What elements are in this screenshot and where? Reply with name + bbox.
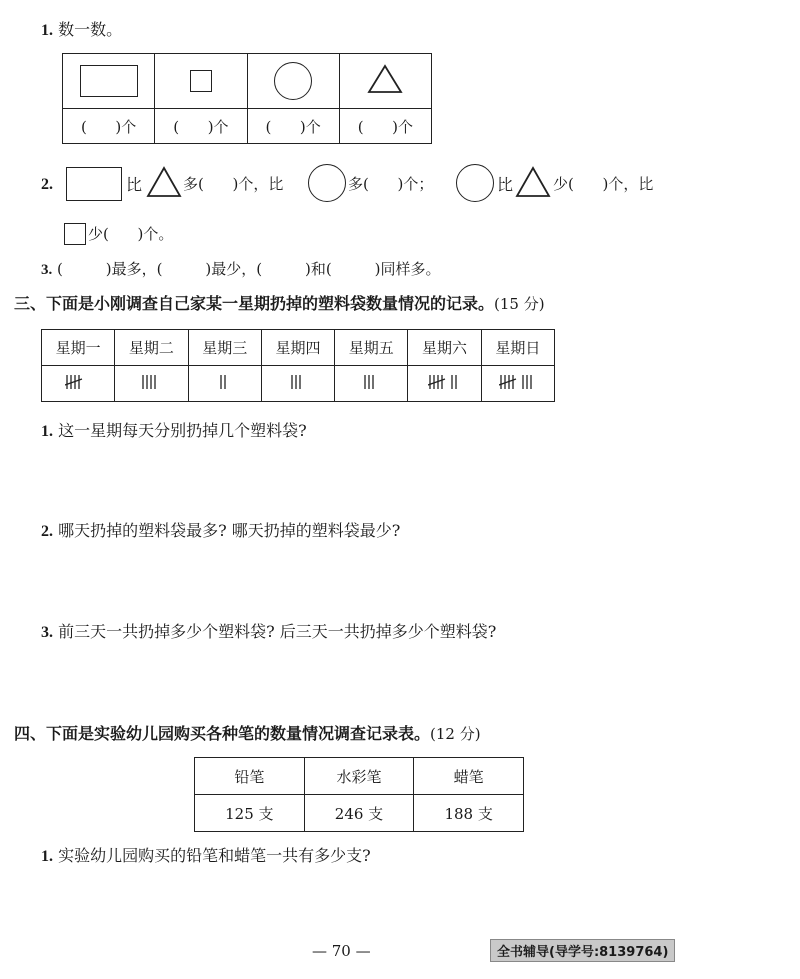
- tally-cell: [115, 366, 188, 402]
- pen-type-header: 蜡笔: [414, 758, 524, 795]
- part3-question: [41, 523, 400, 540]
- part3-points: (15 分): [494, 295, 545, 313]
- day-header: 星期二: [115, 330, 188, 366]
- day-header: 星期三: [188, 330, 261, 366]
- q2-text-1: 比: [126, 175, 143, 194]
- q1-text: 数一数。: [58, 20, 123, 39]
- blank-circle-count[interactable]: ( )个: [247, 109, 339, 144]
- square-icon: [64, 223, 86, 245]
- tally-cell: [188, 366, 261, 402]
- part3-question: [41, 423, 307, 440]
- question-number: 2.: [41, 523, 53, 540]
- q2-text-5: 少( )个，比: [553, 175, 654, 193]
- tally-marks: [290, 373, 306, 391]
- blank-square-count[interactable]: ( )个: [155, 109, 247, 144]
- part4-points: (12 分): [430, 725, 481, 743]
- q1-number: 1.: [41, 22, 53, 39]
- tally-marks: [65, 373, 91, 391]
- circle-icon: [456, 164, 494, 202]
- blank-triangle-count[interactable]: ( )个: [339, 109, 431, 144]
- part3-heading-text: 三、下面是小刚调查自己家某一星期扔掉的塑料袋数量情况的记录。: [14, 294, 495, 313]
- cell-square: [155, 54, 247, 109]
- circle-icon: [274, 62, 312, 100]
- q3-text: ( )最多，( )最少，( )和( )同样多。: [57, 260, 441, 278]
- pen-quantity-cell: 125 支: [195, 795, 305, 832]
- pen-purchase-table: [194, 757, 524, 832]
- q2-number: 2.: [41, 176, 53, 193]
- circle-icon: [308, 164, 346, 202]
- page-number: — 70 —: [312, 942, 371, 960]
- q2-text-2: 多( )个，比: [183, 175, 284, 193]
- rectangle-icon: [80, 65, 138, 97]
- day-header: 星期四: [261, 330, 334, 366]
- question-number: 1.: [41, 848, 53, 865]
- part4-question: [41, 848, 371, 865]
- tally-marks: [219, 373, 231, 391]
- plastic-bag-table: [41, 329, 555, 402]
- q1-line: [41, 22, 122, 39]
- question-text: 实验幼儿园购买的铅笔和蜡笔一共有多少支?: [58, 846, 371, 865]
- day-header: 星期一: [42, 330, 115, 366]
- triangle-icon: [146, 166, 182, 198]
- triangle-icon: [515, 166, 551, 198]
- part4-heading-text: 四、下面是实验幼儿园购买各种笔的数量情况调查记录表。: [14, 724, 431, 743]
- pen-type-header: 铅笔: [195, 758, 305, 795]
- tally-cell: [42, 366, 115, 402]
- question-number: 1.: [41, 423, 53, 440]
- tally-marks: [141, 373, 161, 391]
- tally-cell: [481, 366, 554, 402]
- tally-cell: [408, 366, 481, 402]
- cell-rectangle: [63, 54, 155, 109]
- question-text: 哪天扔掉的塑料袋最多? 哪天扔掉的塑料袋最少?: [58, 521, 401, 540]
- q3-line: [41, 262, 441, 278]
- shape-count-table: [62, 53, 432, 144]
- q2-text-6: 少( )个。: [88, 225, 174, 243]
- tally-marks: [428, 373, 462, 391]
- question-number: 3.: [41, 624, 53, 641]
- square-icon: [190, 70, 212, 92]
- guide-badge: 全书辅导(导学号:8139764): [490, 939, 675, 962]
- q2-text-4: 比: [497, 175, 514, 194]
- pen-quantity-cell: 246 支: [304, 795, 414, 832]
- question-text: 前三天一共扔掉多少个塑料袋? 后三天一共扔掉多少个塑料袋?: [58, 622, 497, 641]
- question-text: 这一星期每天分别扔掉几个塑料袋?: [58, 421, 307, 440]
- day-header: 星期日: [481, 330, 554, 366]
- triangle-icon: [367, 64, 403, 94]
- part3-question: [41, 624, 496, 641]
- day-header: 星期五: [335, 330, 408, 366]
- tally-cell: [335, 366, 408, 402]
- rectangle-icon: [66, 167, 122, 201]
- pen-quantity-cell: 188 支: [414, 795, 524, 832]
- part3-heading: [14, 296, 545, 312]
- tally-cell: [261, 366, 334, 402]
- tally-marks: [363, 373, 379, 391]
- q2-text-3: 多( )个；: [348, 175, 434, 193]
- part4-heading: [14, 726, 481, 742]
- tally-marks: [499, 373, 537, 391]
- cell-triangle: [339, 54, 431, 109]
- q3-number: 3.: [41, 262, 53, 278]
- day-header: 星期六: [408, 330, 481, 366]
- pen-type-header: 水彩笔: [304, 758, 414, 795]
- blank-rectangle-count[interactable]: ( )个: [63, 109, 155, 144]
- cell-circle: [247, 54, 339, 109]
